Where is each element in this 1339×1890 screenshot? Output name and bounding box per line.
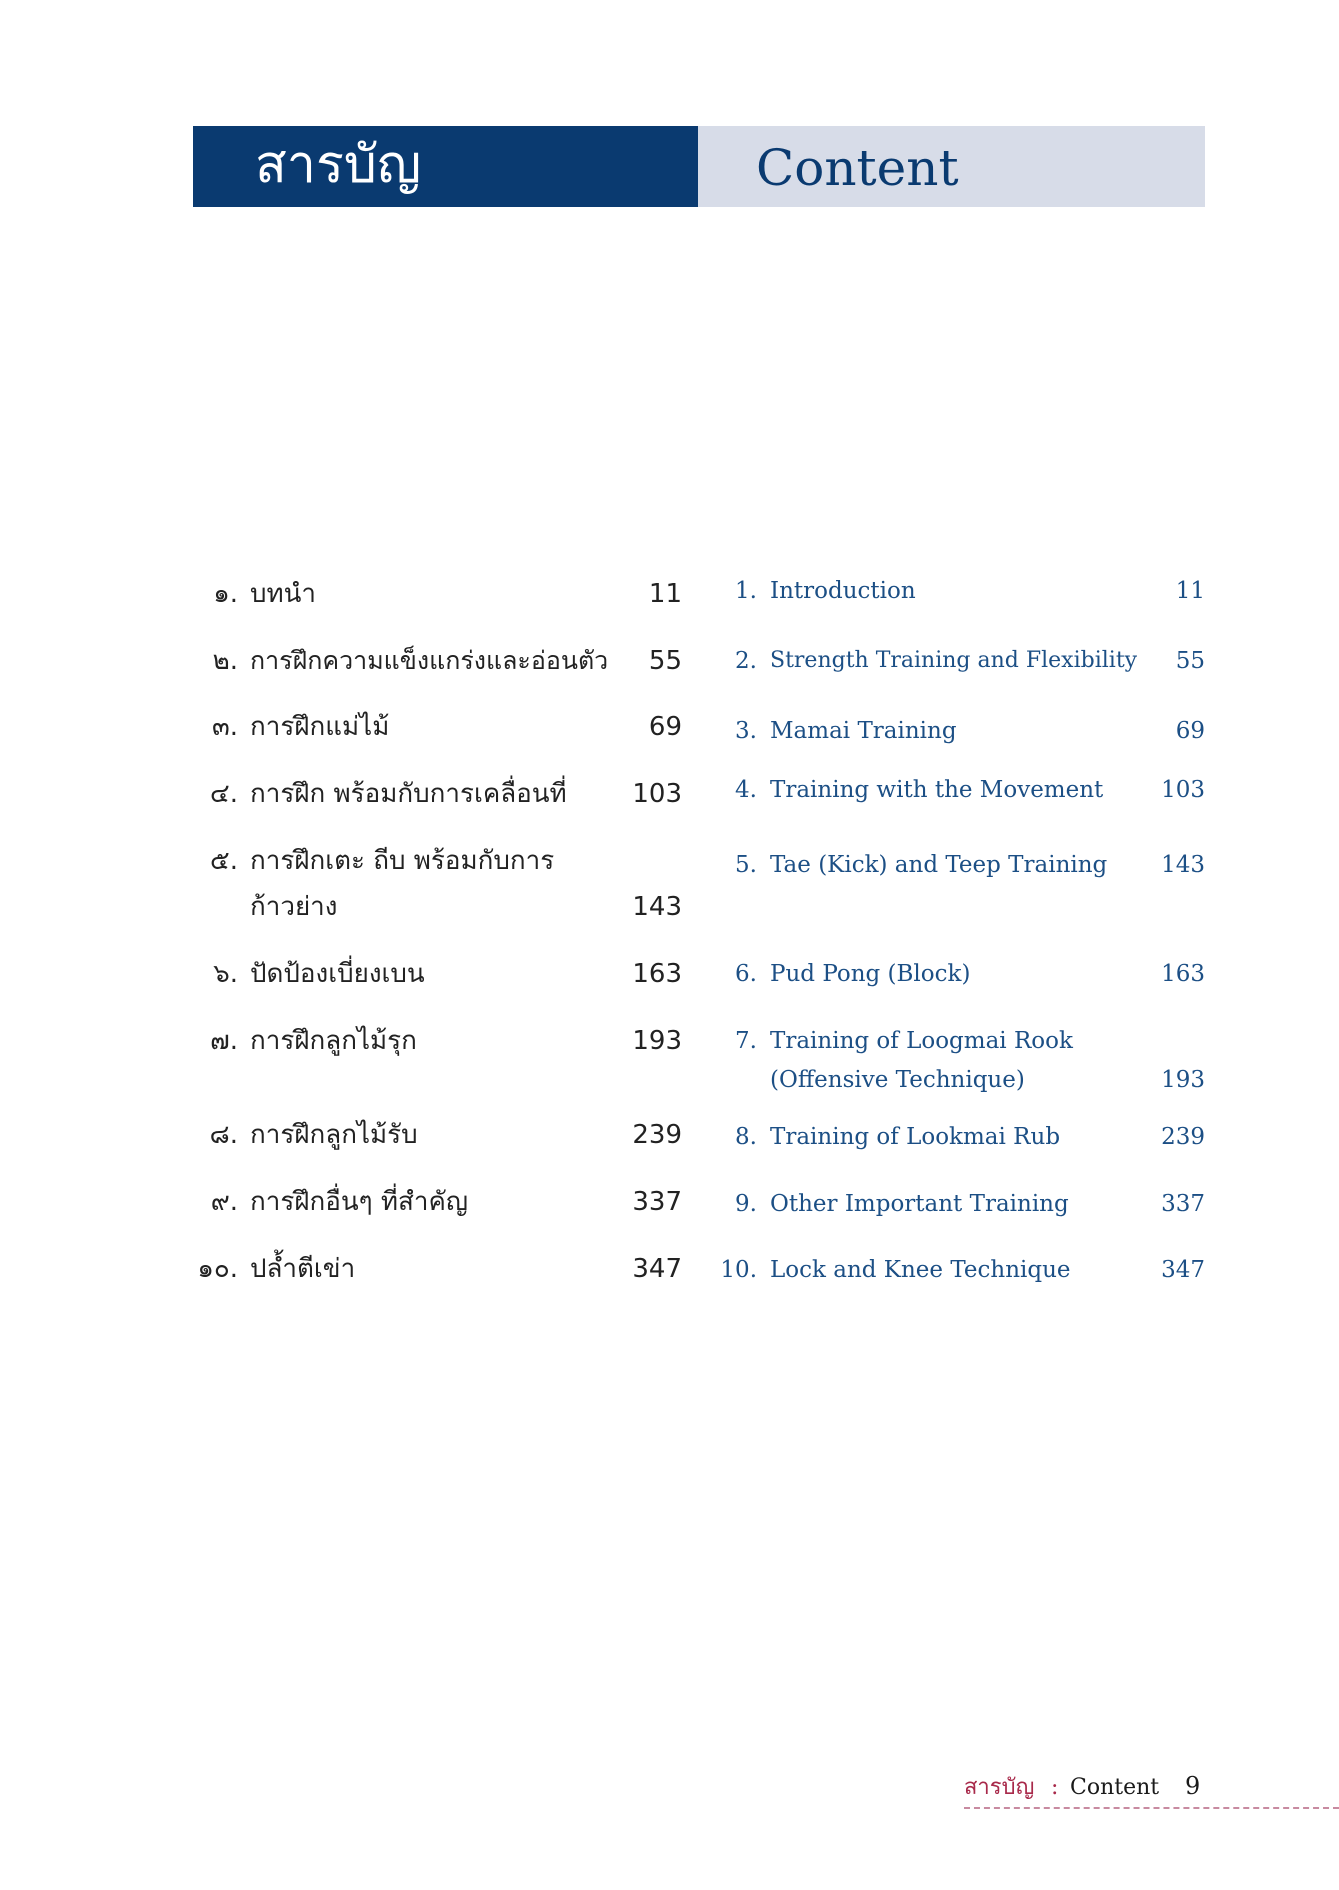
toc-en-title[interactable]: Tae (Kick) and Teep Training (770, 852, 1108, 878)
toc-en-title[interactable]: Mamai Training (770, 718, 957, 744)
toc-en-title[interactable]: Strength Training and Flexibility (770, 648, 1138, 673)
toc-th-number: ๓. (211, 712, 238, 742)
toc-th-number: ๘. (209, 1120, 238, 1150)
toc-en-title[interactable]: Training of Loogmai Rook (770, 1028, 1073, 1054)
toc-th-number: ๑. (213, 579, 238, 609)
toc-th-title-continued[interactable]: ก้าวย่าง (250, 892, 338, 922)
toc-en-title[interactable]: Lock and Knee Technique (770, 1257, 1071, 1283)
page-title-english: Content (756, 139, 959, 197)
toc-en-number: 10. (720, 1257, 757, 1283)
footer-separator: : (1051, 1775, 1059, 1800)
toc-th-page: 193 (632, 1026, 682, 1056)
toc-th-page: 163 (632, 959, 682, 989)
page-number: 9 (1185, 1772, 1201, 1800)
toc-en-title-continued[interactable]: (Offensive Technique) (770, 1067, 1025, 1093)
toc-en-title[interactable]: Other Important Training (770, 1191, 1069, 1217)
toc-th-number: ๔. (210, 779, 238, 809)
toc-th-number: ๗. (210, 1026, 238, 1056)
toc-en-page: 143 (1161, 852, 1205, 878)
toc-en-number: 3. (735, 718, 757, 744)
toc-en-title[interactable]: Training with the Movement (770, 777, 1104, 803)
toc-th-page: 11 (648, 579, 682, 609)
toc-en-page: 239 (1161, 1124, 1205, 1150)
toc-en-page: 347 (1161, 1257, 1205, 1283)
footer-title-thai: สารบัญ (964, 1775, 1035, 1800)
page-title-thai: สารบัญ (255, 135, 422, 195)
toc-en-number: 4. (735, 777, 757, 803)
toc-th-page: 55 (648, 646, 682, 676)
toc-th-number: ๕. (210, 846, 238, 876)
toc-th-page: 337 (632, 1187, 682, 1217)
toc-th-page: 143 (632, 892, 682, 922)
toc-th-number: ๙. (210, 1187, 238, 1217)
toc-en-page: 193 (1161, 1067, 1205, 1093)
toc-en-number: 9. (735, 1191, 757, 1217)
toc-th-title[interactable]: การฝึกเตะ ถีบ พร้อมกับการ (250, 846, 555, 876)
toc-en-number: 5. (735, 852, 757, 878)
toc-en-title[interactable]: Pud Pong (Block) (770, 961, 971, 987)
toc-en-number: 2. (735, 648, 757, 674)
toc-th-page: 347 (632, 1254, 682, 1284)
toc-th-title[interactable]: การฝึกอื่นๆ ที่สำคัญ (250, 1187, 469, 1217)
footer-dashed-divider (964, 1807, 1339, 1809)
toc-th-number: ๑๐. (197, 1254, 238, 1284)
toc-en-number: 8. (735, 1124, 757, 1150)
toc-th-title[interactable]: การฝึกความแข็งแกร่งและอ่อนตัว (250, 646, 609, 675)
toc-en-page: 55 (1175, 648, 1205, 674)
toc-en-page: 337 (1161, 1191, 1205, 1217)
toc-th-number: ๒. (212, 646, 238, 676)
footer-title-english: Content (1070, 1775, 1160, 1800)
toc-th-number: ๖. (213, 959, 238, 989)
toc-en-page: 69 (1175, 718, 1205, 744)
toc-th-page: 103 (632, 779, 682, 809)
toc-th-title[interactable]: ปัดป้องเบี่ยงเบน (250, 959, 425, 989)
toc-th-title[interactable]: การฝึกแม่ไม้ (250, 712, 390, 742)
toc-th-title[interactable]: ปล้ำตีเข่า (250, 1254, 356, 1284)
toc-en-number: 1. (735, 578, 757, 604)
toc-th-title[interactable]: บทนำ (250, 579, 317, 609)
toc-th-page: 239 (632, 1120, 682, 1150)
toc-th-title[interactable]: การฝึกลูกไม้รุก (250, 1026, 417, 1056)
toc-en-number: 7. (735, 1028, 757, 1054)
toc-en-page: 163 (1161, 961, 1205, 987)
toc-en-page: 103 (1161, 777, 1205, 803)
toc-th-title[interactable]: การฝึก พร้อมกับการเคลื่อนที่ (250, 779, 567, 809)
toc-en-number: 6. (735, 961, 757, 987)
toc-th-title[interactable]: การฝึกลูกไม้รับ (250, 1120, 418, 1150)
toc-en-page: 11 (1175, 578, 1205, 604)
toc-th-page: 69 (648, 712, 682, 742)
toc-en-title[interactable]: Introduction (770, 578, 916, 604)
toc-en-title[interactable]: Training of Lookmai Rub (770, 1124, 1061, 1150)
